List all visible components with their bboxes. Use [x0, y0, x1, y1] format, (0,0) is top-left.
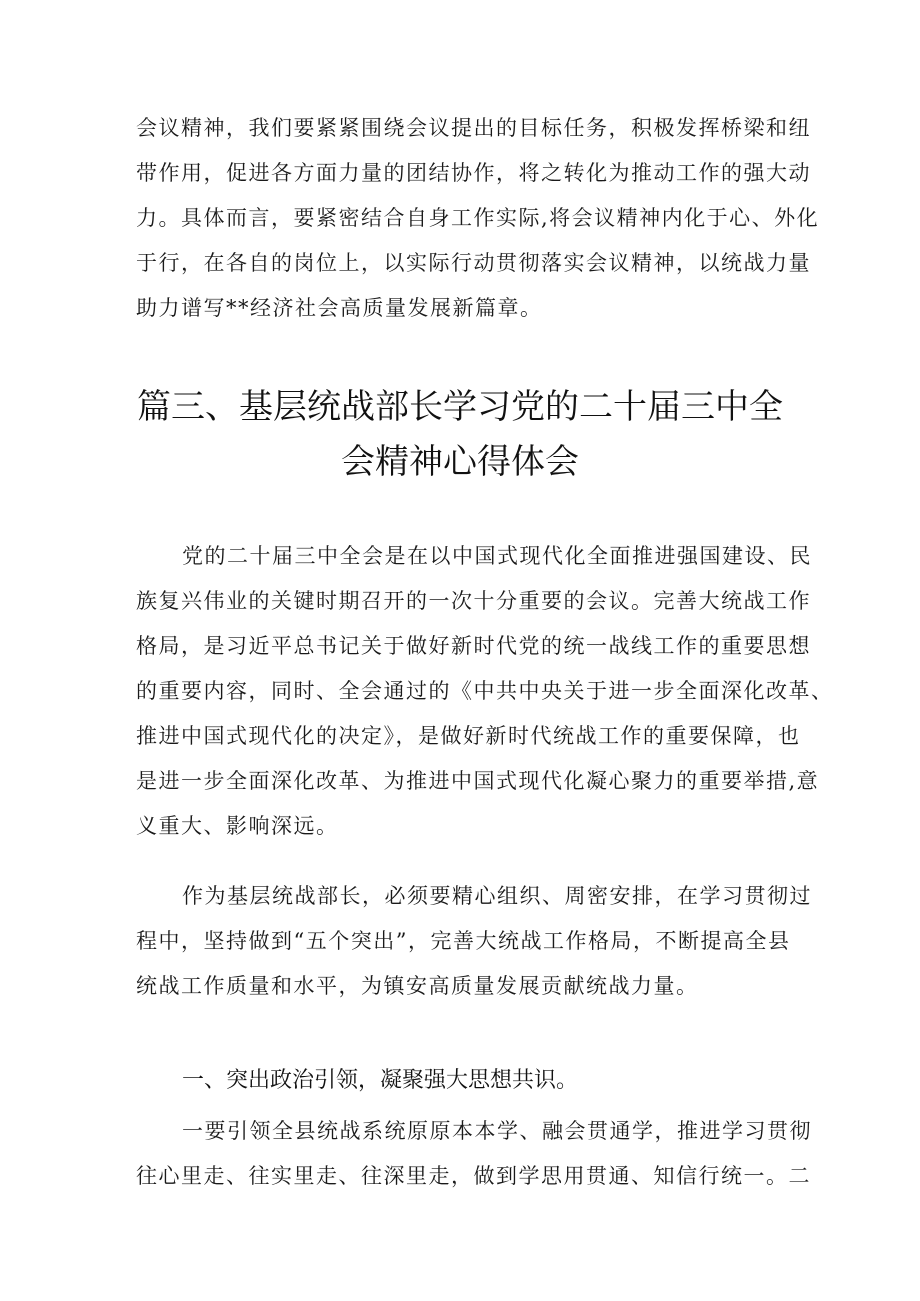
paragraph-line: 一要引领全县统战系统原原本本学、融会贯通学，推进学习贯彻	[182, 1119, 812, 1143]
paragraph-line: 力。具体而言，要紧密结合自身工作实际,将会议精神内化于心、外化	[136, 206, 820, 230]
paragraph-line: 是进一步全面深化改革、为推进中国式现代化凝心聚力的重要举措,意	[136, 769, 820, 793]
paragraph-line: 党的二十届三中全会是在以中国式现代化全面推进强国建设、民	[182, 544, 812, 568]
section-heading: 一、突出政治引领，凝聚强大思想共识。	[182, 1068, 579, 1093]
paragraph-line: 族复兴伟业的关键时期召开的一次十分重要的会议。完善大统战工作	[136, 589, 811, 613]
paragraph-line: 格局，是习近平总书记关于做好新时代党的统一战线工作的重要思想	[136, 634, 811, 658]
paragraph-line: 往心里走、往实里走、往深里走，做到学思用贯通、知信行统一。二	[136, 1164, 811, 1188]
paragraph-line: 作为基层统战部长，必须要精心组织、周密安排，在学习贯彻过	[182, 884, 812, 908]
paragraph-line: 助力谱写**经济社会高质量发展新篇章。	[136, 296, 543, 320]
paragraph-line: 会议精神，我们要紧紧围绕会议提出的目标任务，积极发挥桥梁和纽	[136, 116, 811, 140]
paragraph-line: 于行，在各自的岗位上，以实际行动贯彻落实会议精神，以统战力量	[136, 251, 811, 275]
paragraph-line: 统战工作质量和水平，为镇安高质量发展贡献统战力量。	[136, 974, 699, 998]
paragraph-line: 推进中国式现代化的决定》，是做好新时代统战工作的重要保障，也	[136, 724, 801, 748]
title-line: 会精神心得体会	[341, 442, 579, 482]
paragraph-line: 义重大、影响深远。	[136, 814, 339, 838]
paragraph-line: 程中，坚持做到“五个突出”，完善大统战工作格局，不断提高全县	[136, 929, 791, 953]
paragraph-line: 的重要内容，同时、全会通过的《中共中央关于进一步全面深化改革、	[136, 679, 834, 703]
paragraph-line: 带作用，促进各方面力量的团结协作，将之转化为推动工作的强大动	[136, 161, 811, 185]
title-line: 篇三、基层统战部长学习党的二十届三中全	[137, 387, 783, 427]
